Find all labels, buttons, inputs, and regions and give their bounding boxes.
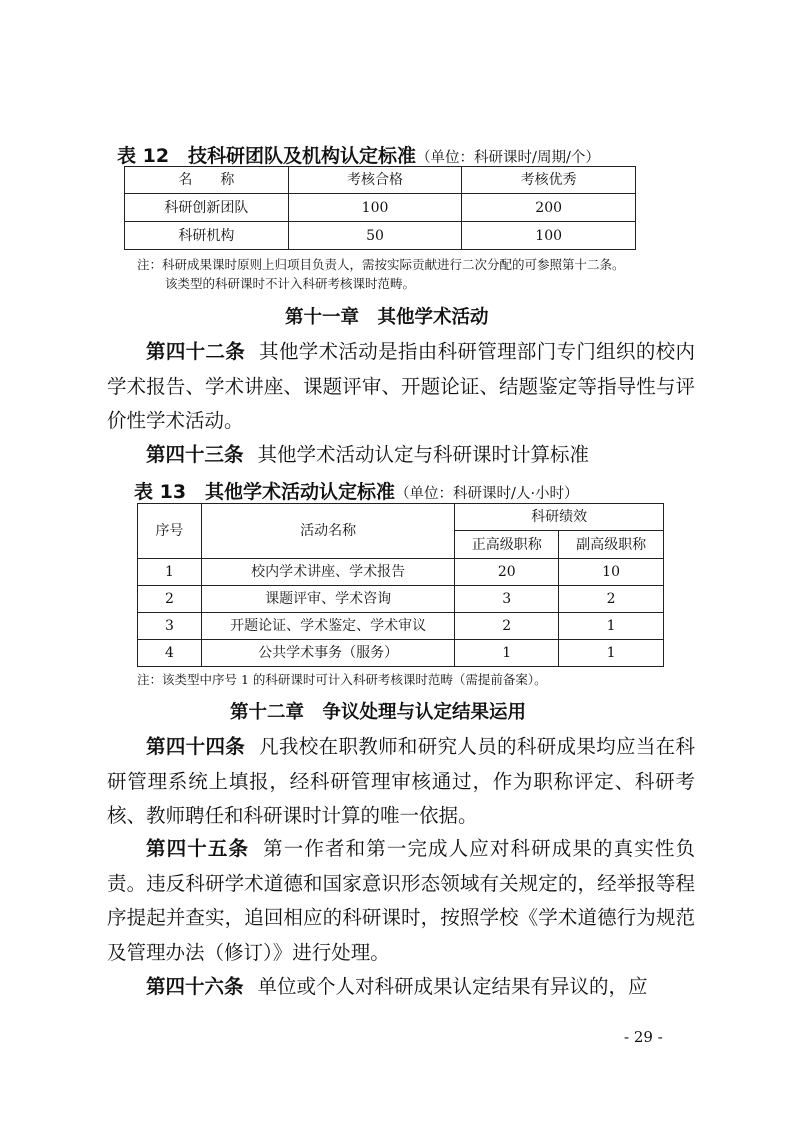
page-number: - 29 - (624, 1028, 663, 1046)
table-header-row (125, 167, 636, 194)
table12-unit: （单位：科研课时/周期/个） (416, 150, 600, 166)
table-cell: 20 (455, 559, 559, 586)
table-cell: 50 (288, 222, 462, 250)
table-row (138, 640, 664, 667)
table-header-cell: 活动名称 (201, 504, 454, 559)
table-header-cell: 名 称 (125, 167, 289, 194)
table-cell: 课题评审、学术咨询 (201, 586, 454, 613)
table13-note: 注：该类型中序号 1 的科研课时可计入科研考核课时范畴（需提前备案）。 (137, 672, 547, 687)
table-header-cell: 序号 (138, 504, 202, 559)
table-header-cell: 考核优秀 (462, 167, 636, 194)
table-row (138, 613, 664, 640)
table-header-cell: 正高级职称 (455, 531, 559, 559)
article-46 (107, 970, 695, 1005)
article-46-label: 第四十六条 (146, 975, 244, 998)
table12-note-2: 该类型的科研课时不计入科研考核课时范畴。 (165, 276, 416, 291)
article-45-label: 第四十五条 (146, 837, 250, 860)
table-cell: 2 (455, 613, 559, 640)
table-cell: 4 (138, 640, 202, 667)
chapter-11-heading: 第十一章 其他学术活动 (285, 307, 489, 328)
table-cell: 100 (288, 194, 462, 222)
article-43-label: 第四十三条 (146, 443, 244, 466)
table13-title: 表 13 其他学术活动认定标准 (134, 481, 396, 503)
table13-unit: （单位：科研课时/人·小时） (395, 486, 579, 502)
article-44-text: 凡我校在职教师和研究人员的科研成果均应当在科研管理系统上填报，经科研管理审核通过，作为职称评定、科研考核、教师聘任和科研课时计算的唯一依据。 (107, 735, 695, 827)
article-44 (107, 730, 695, 834)
article-42 (107, 335, 695, 439)
table-row (125, 194, 636, 222)
article-45-text: 第一作者和第一完成人应对科研成果的真实性负责。违反科研学术道德和国家意识形态领域有关规定的，经举报等程序提起并查实，追回相应的科研课时，按照学校《学术道德行为规范及管理办法（修订）》进行处理。 (107, 837, 695, 964)
article-43 (107, 438, 695, 473)
table-cell: 3 (138, 613, 202, 640)
article-43-text: 其他学术活动认定与科研课时计算标准 (257, 443, 590, 466)
table-cell: 1 (559, 613, 664, 640)
table-cell: 2 (559, 586, 664, 613)
article-42-label: 第四十二条 (146, 340, 246, 363)
table-header-row (138, 504, 664, 531)
table-header-cell: 科研绩效 (455, 504, 664, 531)
table-cell: 200 (462, 194, 636, 222)
table-row (125, 222, 636, 250)
table-cell: 2 (138, 586, 202, 613)
article-42-text: 其他学术活动是指由科研管理部门专门组织的校内学术报告、学术讲座、课题评审、开题论证、结题鉴定等指导性与评价性学术活动。 (107, 340, 695, 432)
table12 (124, 166, 636, 250)
table-cell: 科研机构 (125, 222, 289, 250)
table-cell: 1 (455, 640, 559, 667)
table-cell: 1 (559, 640, 664, 667)
table-cell: 1 (138, 559, 202, 586)
table-header-cell: 考核合格 (288, 167, 462, 194)
table-cell: 公共学术事务（服务） (201, 640, 454, 667)
table-cell: 校内学术讲座、学术报告 (201, 559, 454, 586)
table-cell: 3 (455, 586, 559, 613)
article-45 (107, 832, 695, 970)
table-cell: 10 (559, 559, 664, 586)
table-cell: 100 (462, 222, 636, 250)
table12-caption (117, 141, 600, 168)
table13 (137, 503, 664, 667)
table-cell: 科研创新团队 (125, 194, 289, 222)
chapter-12-heading: 第十二章 争议处理与认定结果运用 (230, 702, 527, 723)
table12-note-1: 注：科研成果课时原则上归项目负责人，需按实际贡献进行二次分配的可参照第十二条。 (137, 257, 625, 272)
article-46-text: 单位或个人对科研成果认定结果有异议的，应 (257, 975, 648, 998)
table-cell: 开题论证、学术鉴定、学术审议 (201, 613, 454, 640)
table13-caption (134, 477, 579, 504)
table-row (138, 559, 664, 586)
article-44-label: 第四十四条 (146, 735, 246, 758)
table12-title: 表 12 技科研团队及机构认定标准 (117, 145, 417, 167)
table-header-cell: 副高级职称 (559, 531, 664, 559)
table-row (138, 586, 664, 613)
